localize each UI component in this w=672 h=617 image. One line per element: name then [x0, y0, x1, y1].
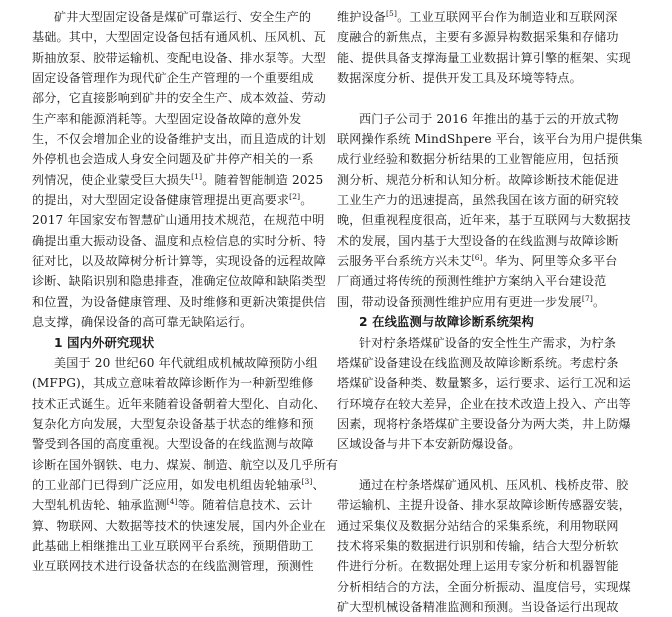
line-text: 区域设备与井下本安新防爆设备。 [337, 437, 521, 452]
line-text: 厂商通过将传统的预测性维护方案纳入平台建设范 [337, 274, 607, 289]
line-text: 件进行分析。在数据处理上运用专家分析和机器智能 [337, 559, 619, 574]
line-text: 塔煤矿设备建设在线监测及故障诊断系统。考虑柠条 [337, 355, 619, 370]
line-text: 通过在柠条塔煤矿通风机、压风机、栈桥皮带、胶 [359, 477, 629, 492]
line-text: 矿井大型固定设备是煤矿可靠运行、安全生产的 [54, 10, 312, 24]
line-text: 此基础上相继推出工业互联网平台系统，预期借助工 [32, 538, 314, 553]
line-text: 列情况，使企业蒙受巨大损失 [32, 172, 192, 187]
line-text: (MFPG)，其成立意味着故障诊断作为一种新型维修 [32, 376, 314, 391]
text-line [32, 129, 326, 149]
citation-ref: [4] [166, 497, 178, 507]
text-line [337, 88, 635, 108]
line-text: 带运输机、主提升设备、排水泵故障诊断传感器安装， [337, 498, 631, 513]
text-line [32, 353, 323, 373]
line-text: 矿大型机械设备精准监测和预测。当设备运行出现故 [337, 599, 619, 614]
text-line [337, 170, 635, 190]
line-text: 生产率和能源消耗等。大型固定设备故障的意外发 [32, 111, 302, 126]
text-line [337, 434, 635, 454]
line-text: 西门子公司于 2016 年推出的基于云的开放式物 [359, 111, 619, 126]
line-text: 塔煤矿设备种类、数量繁多，运行要求、运行工况和运 [337, 376, 631, 391]
line-text: 诊断在国外钢铁、电力、煤炭、制造、航空以及几乎所有 [32, 457, 339, 472]
line-text: 2 在线监测与故障诊断系统架构 [359, 315, 534, 330]
text-line [337, 373, 635, 393]
line-text: 技术正式诞生。近年来随着设备朝着大型化、自动化、 [32, 396, 326, 411]
line-text: 工业生产力的迅速提高，虽然我国在该方面的研究较 [337, 193, 619, 208]
text-line [337, 516, 635, 536]
line-text: 通过采集仪及数据分站结合的采集系统，利用物联网 [337, 518, 619, 533]
line-text: 基础。其中，大型固定设备包括有通风机、压风机、瓦 [32, 30, 326, 45]
text-line [32, 373, 323, 393]
text-line [337, 231, 635, 251]
text-line [337, 271, 635, 291]
line-text: 行环境存在较大差异，企业在技术改造上投入、产出等 [337, 396, 631, 411]
line-text: 确提出重大振动设备、温度和点检信息的实时分析、特 [32, 233, 326, 248]
line-text: 针对柠条塔煤矿设备的安全性生产需求，为柠条 [359, 335, 617, 350]
text-line [337, 536, 635, 556]
text-line [32, 414, 323, 434]
text-line [32, 7, 323, 27]
text-line [32, 556, 323, 576]
text-line [337, 190, 635, 210]
right-text-column [337, 7, 643, 614]
citation-ref: [3] [301, 476, 313, 486]
text-line [32, 27, 326, 47]
line-text: 算、物联网、大数据等技术的快速发展，国内外企业在 [32, 518, 326, 533]
text-line [337, 353, 635, 373]
text-line [32, 210, 323, 230]
text-line [337, 27, 635, 47]
text-line [32, 88, 326, 108]
citation-ref: [6] [471, 253, 483, 263]
text-line [32, 536, 323, 556]
line-text: 2017 年国家安布智慧矿山通用技术规范，在规范中明 [32, 213, 325, 228]
line-text: 联网操作系统 MindShpere 平台，该平台为用户提供集 [337, 132, 643, 147]
text-line [337, 129, 643, 149]
citation-ref: [1] [191, 171, 203, 181]
text-line [32, 190, 323, 210]
line-text: 分析相结合的方法，全面分析振动、温度信号，实现煤 [337, 579, 631, 594]
line-text: 斯抽放泵、胶带运输机、变配电设备、排水泵等。大型 [32, 50, 326, 65]
line-text: 围，带动设备预测性维护应用有更进一步发展 [337, 294, 582, 309]
line-text-tail: 。 [300, 193, 313, 208]
text-line [337, 109, 635, 129]
text-line [32, 495, 323, 515]
text-line [337, 455, 635, 475]
line-text: 术的发展，国内基于大型设备的在线监测与故障诊断 [337, 233, 619, 248]
text-line [337, 394, 635, 414]
line-text: 度融合的新焦点，主要有多源异构数据采集和存储功 [337, 30, 619, 45]
line-text: 警受到各国的高度重视。大型设备的在线监测与故障 [32, 437, 314, 452]
line-text: 诊断、缺陷识别和隐患排查，准确定位故障和缺陷类型 [32, 274, 326, 289]
text-line [337, 292, 635, 312]
section-heading [32, 333, 323, 353]
text-line [32, 231, 326, 251]
text-line [32, 516, 326, 536]
line-text: 因素，现将柠条塔煤矿主要设备分为两大类，井上防爆 [337, 416, 631, 431]
line-text: 美国于 20 世纪60 年代就组成机械故障预防小组 [54, 355, 318, 370]
line-text-tail: 、 [312, 477, 325, 492]
line-text-tail: 。 [592, 294, 606, 309]
line-text: 息支撑，确保设备的高可靠无缺陷运行。 [32, 315, 253, 330]
text-line [337, 475, 635, 495]
line-text: 技术将采集的数据进行识别和传输，结合大型分析软 [337, 538, 619, 553]
line-text: 复杂化方向发展，大型复杂设备基于状态的维修和预 [32, 416, 314, 431]
line-text: 1 国内外研究现状 [54, 335, 155, 350]
line-text: 的提出，对大型固定设备健康管理提出更高要求 [32, 193, 290, 208]
line-text: 云服务平台系统方兴未艾 [337, 254, 472, 269]
line-text: 的工业部门已得到广泛应用，如发电机组齿轮轴承 [32, 477, 302, 492]
text-line [337, 149, 635, 169]
line-text: 和位置，为设备健康管理、及时维修和更新决策提供信 [32, 294, 326, 309]
text-line [32, 170, 323, 190]
line-text: 能、提供具备支撑海量工业数据计算引擎的框架、实现 [337, 50, 631, 65]
section-heading [337, 312, 635, 332]
citation-ref: [7] [581, 293, 593, 303]
line-text-tail: 。华为、阿里等众多平台 [482, 254, 618, 269]
text-line [337, 333, 635, 353]
line-text: 测分析、规范分析和认知分析。故障诊断技术能促进 [337, 172, 619, 187]
line-text: 征对比，以及故障树分析计算等，实现设备的远程故障 [32, 254, 326, 269]
line-text: 业互联网技术进行设备状态的在线监测管理，预测性 [32, 559, 314, 574]
text-line [337, 556, 635, 576]
text-line [32, 475, 323, 495]
text-line [32, 312, 323, 332]
line-text-tail: 。工业互联网平台作为制造业和互联网深 [397, 10, 618, 24]
text-line [32, 455, 339, 475]
text-line [32, 292, 326, 312]
text-line [32, 434, 323, 454]
text-line [32, 271, 326, 291]
text-line [337, 414, 635, 434]
text-line [337, 210, 635, 230]
line-text: 部分，它直接影响到矿井的安全生产、成本效益、劳动 [32, 91, 326, 106]
line-text: 外停机也会造成人身安全问题及矿井停产相关的一系 [32, 152, 314, 167]
text-line [337, 577, 635, 597]
line-text: 成行业经验和数据分析结果的工业智能应用，包括预 [337, 152, 619, 167]
text-line [337, 7, 635, 27]
text-line [32, 394, 326, 414]
line-text-tail: 。随着智能制造 2025 [202, 172, 324, 187]
citation-ref: [2] [289, 192, 301, 202]
text-line [337, 597, 635, 617]
left-text-column [32, 7, 339, 574]
text-line [32, 48, 326, 68]
text-line [337, 495, 635, 515]
text-line [337, 251, 635, 271]
citation-ref: [5] [385, 9, 398, 18]
text-line [32, 251, 326, 271]
line-text: 晚，但重视程度很高，近年来，基于互联网与大数据技 [337, 213, 631, 228]
text-line [32, 149, 323, 169]
line-text: 维护设备 [337, 10, 386, 24]
line-text-tail: 等。随着信息技术、云计 [177, 498, 313, 513]
line-text: 固定设备管理作为现代矿企生产管理的一个重要组成 [32, 71, 314, 86]
text-line [337, 68, 635, 88]
line-text: 生，不仅会增加企业的设备维护支出，而且造成的计划 [32, 132, 326, 147]
line-text: 大型轧机齿轮、轴承监测 [32, 498, 167, 513]
text-line [337, 48, 635, 68]
text-line [32, 109, 323, 129]
line-text: 数据深度分析、提供开发工具及环境等特点。 [337, 71, 582, 86]
text-line [32, 68, 323, 88]
